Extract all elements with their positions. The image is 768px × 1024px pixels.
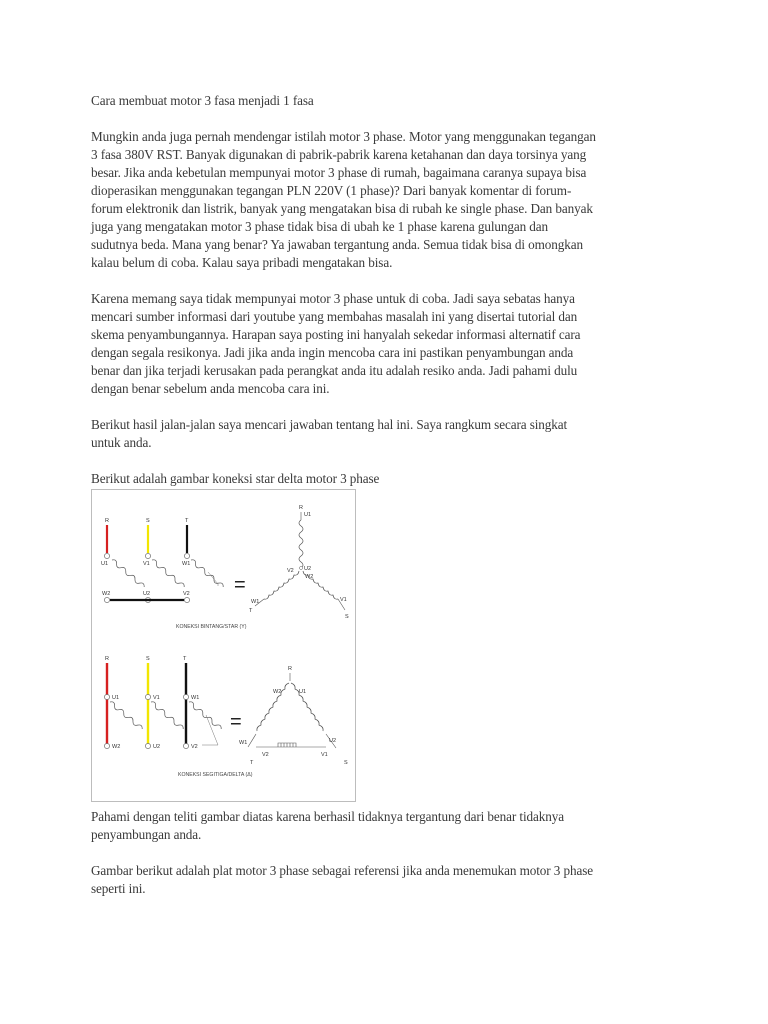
star-caption: KONEKSI BINTANG/STAR (Y) xyxy=(176,624,247,630)
delta-node-w2: W2 xyxy=(273,689,282,695)
paragraph-1: Mungkin anda juga pernah mendengar istilah motor 3 phase. Motor yang menggunakan tegangan 3 fasa 380V RST. Banyak digunakan di pabrik-pabrik karena ketahanan dan daya torsinya yang besar. Jika anda kebetulan mempunyai motor 3 phase di rumah, bagaimana caranya supaya bisa dioperasikan menggunakan tegangan PLN 220V (1 phase)? Dari banyak komentar di forum- forum elektronik dan listrik, banyak yang mengatakan bisa di rubah ke single phase. Dan banyak juga yang mengatakan motor 3 phase tidak bisa di ubah ke 1 phase karena gulungan dan sudutnya beda. Mana yang benar? Ya jawaban tergantung anda. Semua tidak bisa di omongkan kalau belum di coba. Kalau saya pribadi mengatakan bisa. xyxy=(91,129,596,270)
delta-node-v2: V2 xyxy=(262,752,269,758)
paragraph-3: Berikut hasil jalan-jalan saya mencari jawaban tentang hal ini. Saya rangkum secara singkat untuk anda. xyxy=(91,417,568,450)
delta-wiring xyxy=(104,656,348,778)
delta-node-v1: V1 xyxy=(321,752,328,758)
delta-u2-label: U2 xyxy=(153,744,161,750)
delta-node-s: S xyxy=(344,760,348,766)
delta-node-t: T xyxy=(250,760,254,766)
document-title: Cara membuat motor 3 fasa menjadi 1 fasa xyxy=(91,93,314,108)
paragraph-2: Karena memang saya tidak mempunyai motor 3 phase untuk di coba. Jadi saya sebatas hanya mencari sumber informasi dari youtube yang membahas masalah ini yang disertai tutorial dan skema penyambungannya. Harapan saya posting ini hanyalah sekedar informasi alternatif cara dengan segala resikonya. Jadi jika anda ingin mencoba cara ini pastikan penyambungan anda benar dan jika terjadi kerusakan pada perangkat anda itu adalah resiko anda. Jadi pahami dulu dengan benar sebelum anda mencoba cara ini. xyxy=(91,291,581,396)
star-w2-label: W2 xyxy=(102,591,111,597)
star-node-w1: W1 xyxy=(251,599,260,605)
star-node-s: S xyxy=(345,614,349,620)
figure-intro: Berikut adalah gambar koneksi star delta motor 3 phase xyxy=(91,471,380,486)
star-equals-sign: = xyxy=(234,574,246,596)
star-wiring xyxy=(101,505,349,630)
star-line-s-label: S xyxy=(146,518,150,524)
delta-caption: KONEKSI SEGITIGA/DELTA (Δ) xyxy=(178,772,253,778)
star-delta-diagram xyxy=(91,489,356,802)
star-node-u2: U2 xyxy=(304,566,312,572)
star-v2-label: V2 xyxy=(183,591,190,597)
star-node-r: R xyxy=(299,505,303,511)
delta-w2-label: W2 xyxy=(112,744,121,750)
delta-v2-label: V2 xyxy=(191,744,198,750)
star-node-v2: V2 xyxy=(287,568,294,574)
delta-node-u1: U1 xyxy=(299,689,307,695)
delta-node-r: R xyxy=(288,666,292,672)
delta-node-w1: W1 xyxy=(239,740,248,746)
paragraph-after-figure-2: Gambar berikut adalah plat motor 3 phase sebagai referensi jika anda menemukan motor 3 phase seperti ini. xyxy=(91,863,593,896)
delta-line-t-label: T xyxy=(183,656,187,662)
star-line-r-label: R xyxy=(105,518,109,524)
star-node-u1: U1 xyxy=(304,512,312,518)
star-delta-svg xyxy=(92,490,355,801)
star-u2-label: U2 xyxy=(143,591,151,597)
document-body xyxy=(91,92,681,898)
delta-equals-sign: = xyxy=(230,711,242,733)
paragraph-after-figure-1: Pahami dengan teliti gambar diatas karena berhasil tidaknya tergantung dari benar tidaknya penyambungan anda. xyxy=(91,809,565,842)
delta-v1-label: V1 xyxy=(153,695,160,701)
star-node-w2: W2 xyxy=(305,574,314,580)
delta-w1-label: W1 xyxy=(191,695,200,701)
star-node-t: T xyxy=(249,608,253,614)
delta-line-r-label: R xyxy=(105,656,109,662)
star-line-t-label: T xyxy=(185,518,189,524)
delta-node-u2: U2 xyxy=(329,738,337,744)
star-w1-label: W1 xyxy=(182,561,191,567)
star-v1-label: V1 xyxy=(143,561,150,567)
delta-u1-label: U1 xyxy=(112,695,120,701)
delta-line-s-label: S xyxy=(146,656,150,662)
star-u1-label: U1 xyxy=(101,561,109,567)
star-node-v1: V1 xyxy=(340,597,347,603)
